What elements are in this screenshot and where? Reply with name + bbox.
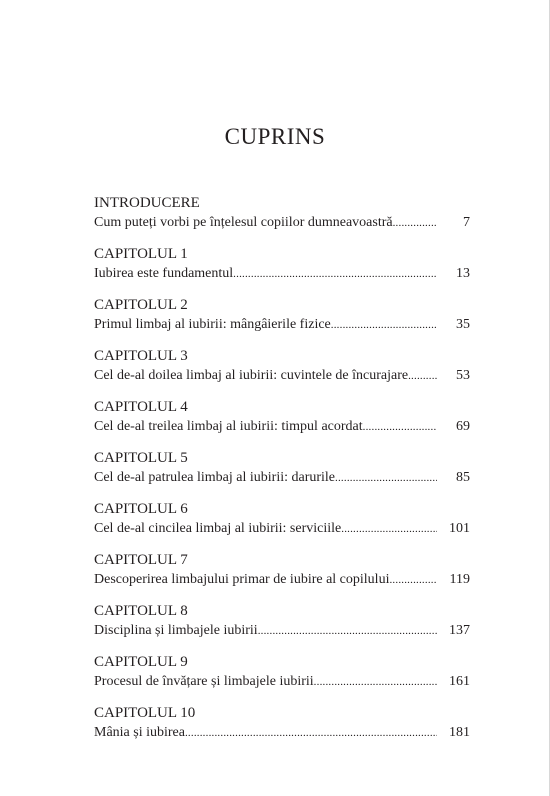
page-number: 13 (456, 266, 470, 281)
toc-entry (94, 449, 470, 500)
toc-entry (94, 653, 470, 704)
chapter-label: INTRODUCERE (94, 195, 200, 211)
chapter-label: CAPITOLUL 2 (94, 297, 188, 313)
page-number: 69 (456, 419, 470, 434)
chapter-title: Cel de-al treilea limbaj al iubirii: timpul acordat (94, 419, 363, 434)
page-number: 161 (449, 674, 470, 689)
chapter-label: CAPITOLUL 8 (94, 603, 188, 619)
toc-line[interactable] (94, 418, 470, 436)
dot-leader (408, 367, 437, 385)
chapter-title: Mânia și iubirea (94, 725, 185, 740)
page-number: 35 (456, 317, 470, 332)
dot-leader (393, 214, 437, 232)
chapter-title: Cel de-al patrulea limbaj al iubirii: darurile (94, 470, 336, 485)
chapter-label: CAPITOLUL 4 (94, 399, 188, 415)
page-number: 101 (449, 521, 470, 536)
page-number: 85 (456, 470, 470, 485)
toc-line[interactable] (94, 367, 470, 385)
toc-line[interactable] (94, 469, 470, 487)
toc-entry (94, 500, 470, 551)
toc-entry (94, 551, 470, 602)
chapter-title: Iubirea este fundamentul (94, 266, 234, 281)
table-of-contents (94, 194, 470, 755)
toc-entry (94, 194, 470, 245)
dot-leader (233, 265, 437, 283)
toc-entry (94, 602, 470, 653)
page-number: 53 (456, 368, 470, 383)
toc-line[interactable] (94, 214, 470, 232)
dot-leader (258, 622, 437, 640)
toc-line[interactable] (94, 622, 470, 640)
toc-entry (94, 398, 470, 449)
dot-leader (363, 418, 437, 436)
toc-line[interactable] (94, 724, 470, 742)
toc-entry (94, 704, 470, 755)
page-number: 119 (449, 572, 470, 587)
chapter-title: Cel de-al cincilea limbaj al iubirii: serviciile (94, 521, 342, 536)
chapter-label: CAPITOLUL 6 (94, 501, 188, 517)
chapter-title: Cum puteți vorbi pe înțelesul copiilor dumneavoastră (94, 215, 393, 230)
dot-leader (185, 724, 437, 742)
toc-line[interactable] (94, 571, 470, 589)
page-number: 7 (463, 215, 470, 230)
toc-line[interactable] (94, 520, 470, 538)
toc-entry (94, 347, 470, 398)
page-number: 181 (449, 725, 470, 740)
chapter-title: Descoperirea limbajului primar de iubire al copilului (94, 572, 390, 587)
toc-entry (94, 245, 470, 296)
chapter-title: Procesul de învățare și limbajele iubirii (94, 674, 314, 689)
page-title: CUPRINS (224, 124, 326, 149)
dot-leader (331, 316, 437, 334)
dot-leader (335, 469, 437, 487)
toc-entry (94, 296, 470, 347)
chapter-label: CAPITOLUL 3 (94, 348, 188, 364)
page-number: 137 (449, 623, 470, 638)
toc-line[interactable] (94, 316, 470, 334)
chapter-label: CAPITOLUL 10 (94, 705, 196, 721)
dot-leader (341, 520, 437, 538)
dot-leader (389, 571, 437, 589)
dot-leader (314, 673, 437, 691)
chapter-label: CAPITOLUL 5 (94, 450, 188, 466)
chapter-title: Cel de-al doilea limbaj al iubirii: cuvintele de încurajare (94, 368, 409, 383)
chapter-title: Primul limbaj al iubirii: mângâierile fizice (94, 317, 331, 332)
toc-line[interactable] (94, 673, 470, 691)
chapter-label: CAPITOLUL 7 (94, 552, 188, 568)
chapter-label: CAPITOLUL 9 (94, 654, 188, 670)
chapter-title: Disciplina și limbajele iubirii (94, 623, 258, 638)
toc-line[interactable] (94, 265, 470, 283)
chapter-label: CAPITOLUL 1 (94, 246, 188, 262)
